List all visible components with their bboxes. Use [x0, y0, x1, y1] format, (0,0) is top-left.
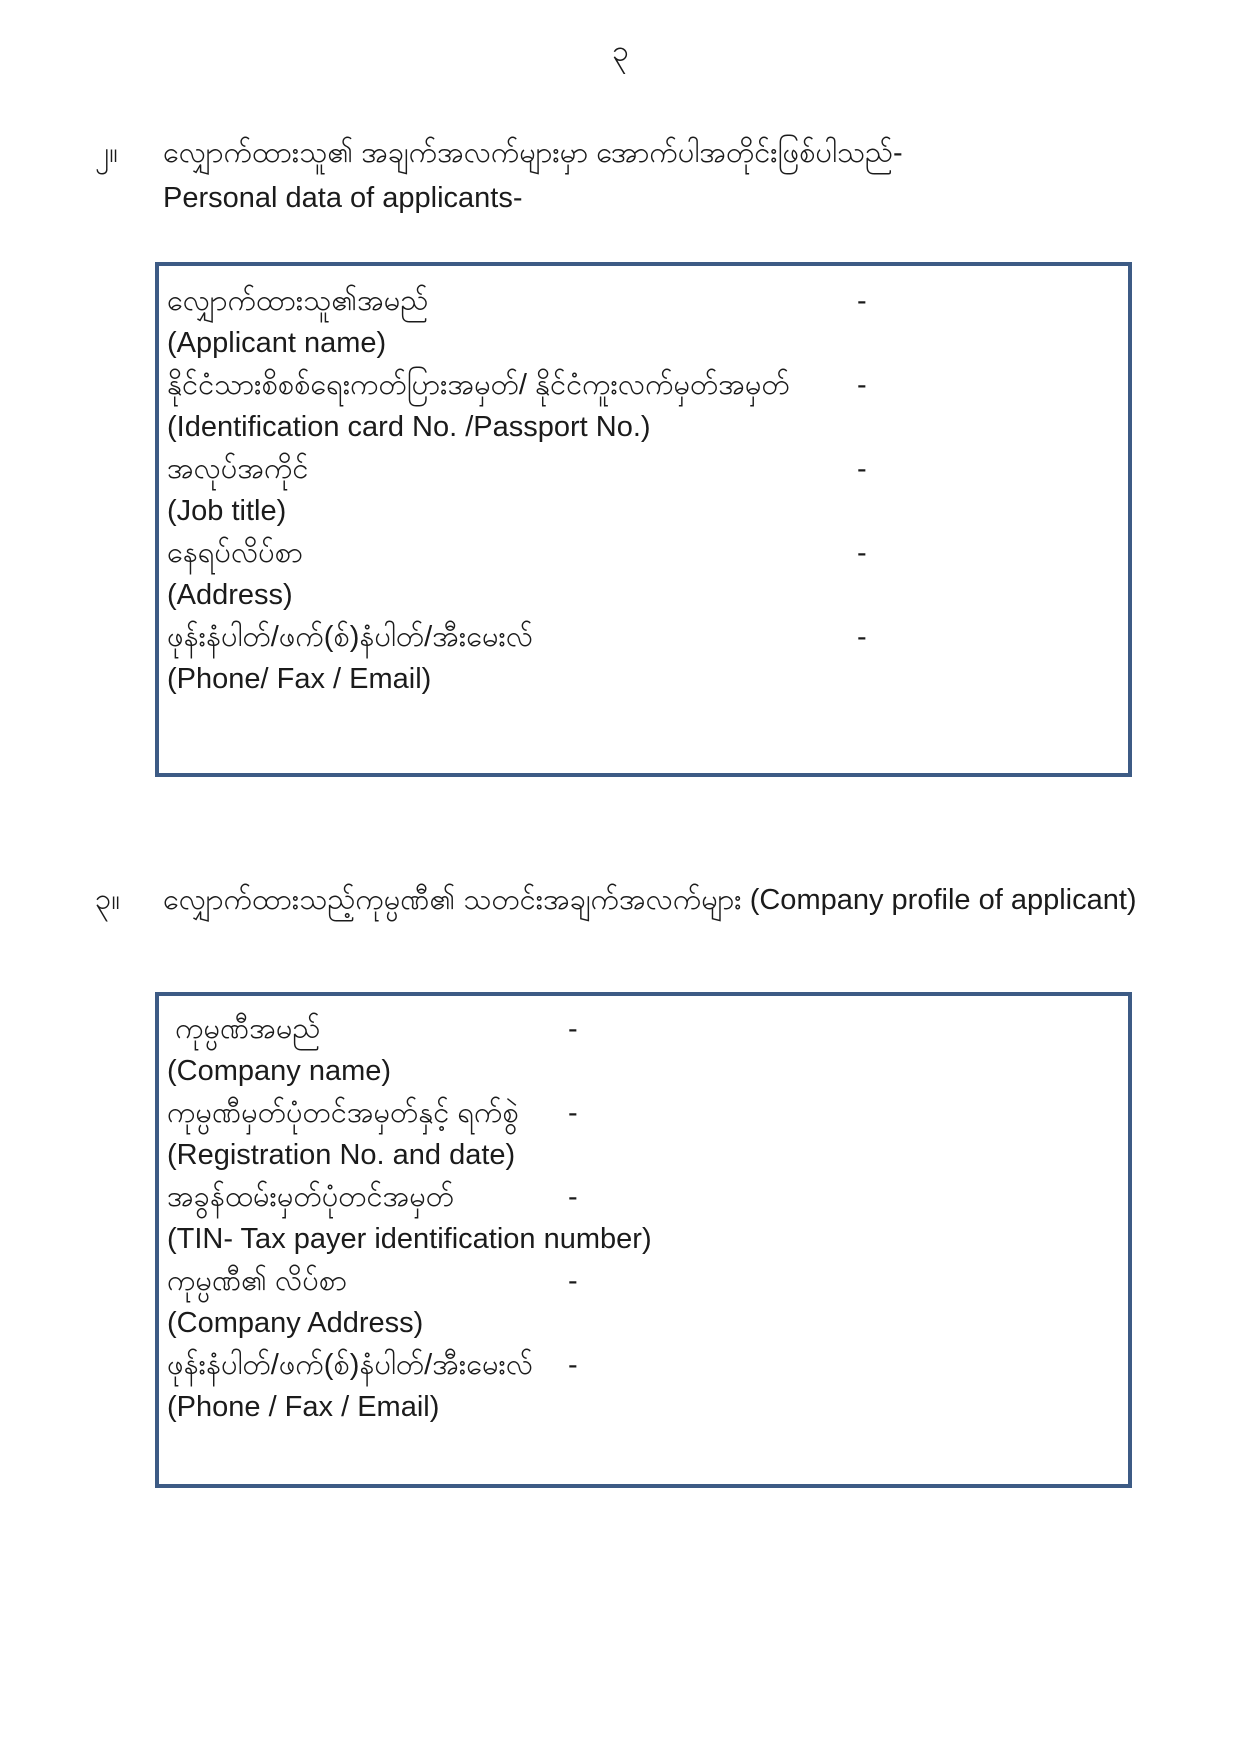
field-separator: - [857, 453, 867, 485]
field-label-mm-text: အခွန်ထမ်းမှတ်ပုံတင်အမှတ် [167, 1181, 454, 1213]
section-2 [95, 131, 1155, 221]
field-label-en: (Registration No. and date) [167, 1139, 516, 1171]
field-row-address [167, 532, 1118, 616]
field-label-mm [167, 532, 1118, 574]
field-label-mm [167, 280, 1118, 322]
field-label-mm-text: ဖုန်းနံပါတ်/ဖက်(စ်)နံပါတ်/အီးမေးလ် [167, 621, 534, 653]
field-label-mm-text: ဖုန်းနံပါတ်/ဖက်(စ်)နံပါတ်/အီးမေးလ် [167, 1349, 534, 1381]
field-label-mm [167, 1008, 1118, 1050]
field-label-mm-text: အလုပ်အကိုင် [167, 453, 309, 485]
field-separator: - [568, 1349, 578, 1381]
field-label-en: (Job title) [167, 495, 287, 527]
section-2-titles [163, 131, 1155, 221]
field-separator: - [857, 369, 867, 401]
field-separator: - [568, 1265, 578, 1297]
field-label-en: (Applicant name) [167, 327, 387, 359]
personal-data-box [155, 262, 1132, 777]
field-row-phone-fax-email [167, 616, 1118, 700]
field-label-en: (Company name) [167, 1055, 392, 1087]
field-row-id-passport [167, 364, 1118, 448]
field-label-mm-text: ကုမ္ပဏီအမည် [167, 1013, 321, 1045]
section-2-title-mm: လျှောက်ထားသူ၏ အချက်အလက်များမှာ အောက်ပါအတိုင်းဖြစ်ပါသည်- [163, 137, 903, 169]
company-profile-box [155, 992, 1132, 1488]
section-2-title-en: Personal data of applicants- [163, 182, 523, 214]
field-label-mm [167, 448, 1118, 490]
field-label-en: (Address) [167, 579, 293, 611]
page-number: ၃ [612, 35, 629, 68]
section-2-marker: ၂။ [95, 137, 119, 169]
field-label-mm [167, 1092, 1118, 1134]
section-3-titles [163, 878, 1155, 923]
field-label-en: (Identification card No. /Passport No.) [167, 411, 651, 443]
field-label-mm [167, 1344, 1118, 1386]
field-label-en: (Phone / Fax / Email) [167, 1391, 440, 1423]
field-separator: - [857, 285, 867, 317]
section-3-title-mm: လျှောက်ထားသည့်ကုမ္ပဏီ၏ သတင်းအချက်အလက်များ (Company profile of applicant) [163, 884, 1137, 916]
field-label-en: (TIN- Tax payer identification number) [167, 1223, 652, 1255]
field-label-mm [167, 364, 1118, 406]
field-label-mm-text: နေရပ်လိပ်စာ [167, 537, 303, 569]
field-separator: - [857, 537, 867, 569]
field-row-registration [167, 1092, 1118, 1176]
field-label-en: (Phone/ Fax / Email) [167, 663, 432, 695]
field-row-company-name [167, 1008, 1118, 1092]
field-separator: - [857, 621, 867, 653]
section-3 [95, 878, 1155, 923]
field-label-mm [167, 1176, 1118, 1218]
field-row-job-title [167, 448, 1118, 532]
field-label-mm-text: ကုမ္ပဏီမှတ်ပုံတင်အမှတ်နှင့် ရက်စွဲ [167, 1097, 519, 1129]
section-3-marker: ၃။ [95, 884, 121, 916]
field-separator: - [568, 1013, 578, 1045]
field-row-company-phone-fax-email [167, 1344, 1118, 1428]
field-row-company-address [167, 1260, 1118, 1344]
field-label-mm [167, 1260, 1118, 1302]
field-row-applicant-name [167, 280, 1118, 364]
field-separator: - [568, 1181, 578, 1213]
field-label-mm-text: ကုမ္ပဏီ၏ လိပ်စာ [167, 1265, 348, 1297]
field-label-en: (Company Address) [167, 1307, 424, 1339]
field-label-mm-text: နိုင်ငံသားစိစစ်ရေးကတ်ပြားအမှတ်/ နိုင်ငံကူးလက်မှတ်အမှတ် [167, 369, 790, 401]
field-label-mm [167, 616, 1118, 658]
field-label-mm-text: လျှောက်ထားသူ၏အမည် [167, 285, 429, 317]
field-row-tin [167, 1176, 1118, 1260]
field-separator: - [568, 1097, 578, 1129]
